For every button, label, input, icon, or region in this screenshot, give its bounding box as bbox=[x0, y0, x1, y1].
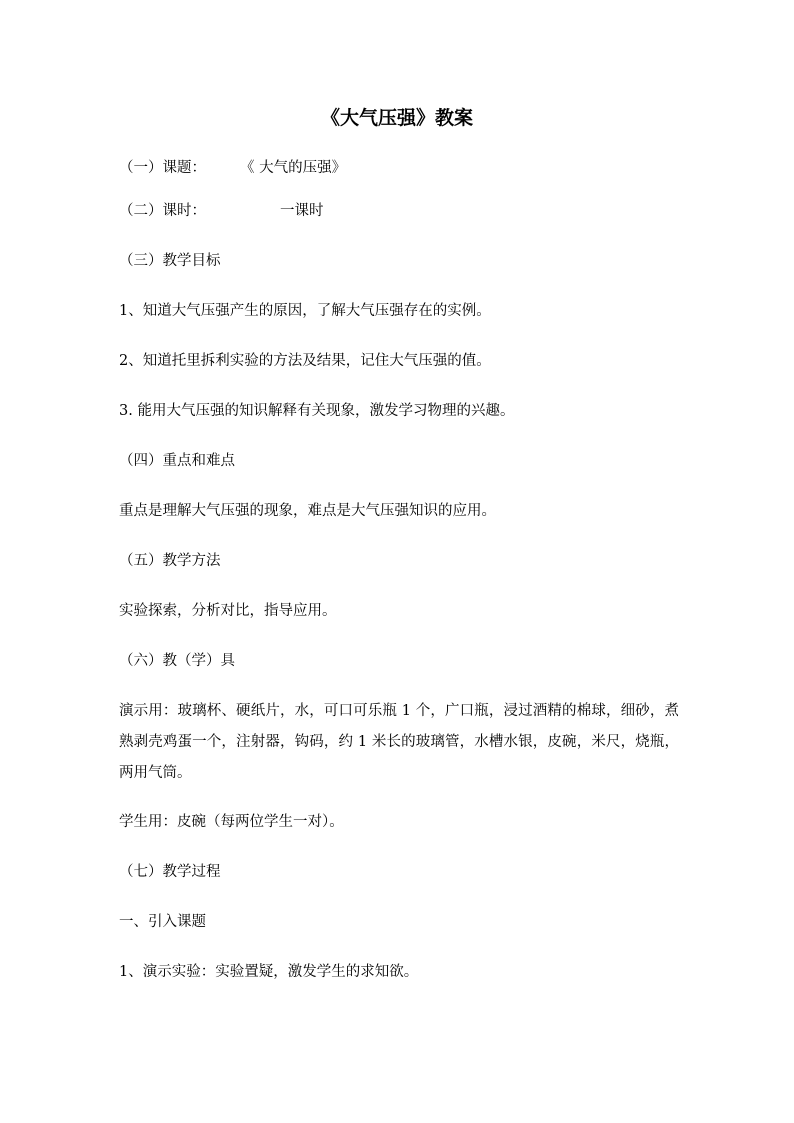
period-label: （二）课时： bbox=[119, 203, 206, 219]
period-line bbox=[119, 200, 324, 222]
keypoints-text: 重点是理解大气压强的现象，难点是大气压强知识的应用。 bbox=[119, 503, 496, 519]
keypoints-heading: （四）重点和难点 bbox=[119, 453, 235, 469]
period-value: 一课时 bbox=[280, 203, 324, 219]
tools-heading: （六）教（学）具 bbox=[119, 653, 235, 669]
methods-text: 实验探索，分析对比，指导应用。 bbox=[119, 603, 337, 619]
student-tools-text: 学生用：皮碗（每两位学生一对）。 bbox=[119, 814, 344, 830]
goal-item-1: 1、知道大气压强产生的原因，了解大气压强存在的实例。 bbox=[119, 303, 491, 319]
demo-tools-paragraph: 演示用：玻璃杯、硬纸片，水，可口可乐瓶 1 个，广口瓶，浸过酒精的棉球，细砂，煮熟剥壳鸡蛋一个，注射器，钩码，约 1 米长的玻璃管，水槽水银，皮碗，米尺，烧瓶，两用气筒。 bbox=[119, 703, 679, 781]
methods-heading: （五）教学方法 bbox=[119, 553, 221, 569]
process-heading: （七）教学过程 bbox=[119, 864, 221, 880]
document-title: 《大气压强》教案 bbox=[320, 107, 473, 129]
topic-line bbox=[119, 157, 346, 179]
goal-item-3: 3. 能用大气压强的知识解释有关现象，激发学习物理的兴趣。 bbox=[119, 403, 515, 419]
topic-value: 《 大气的压强》 bbox=[240, 160, 347, 176]
goal-item-2: 2、知道托里拆利实验的方法及结果，记住大气压强的值。 bbox=[119, 353, 491, 369]
step-1-text: 1、演示实验：实验置疑，激发学生的求知欲。 bbox=[119, 964, 419, 980]
goals-heading: （三）教学目标 bbox=[119, 253, 221, 269]
section-intro-heading: 一、引入课题 bbox=[119, 914, 206, 930]
topic-label: （一）课题： bbox=[119, 160, 206, 176]
